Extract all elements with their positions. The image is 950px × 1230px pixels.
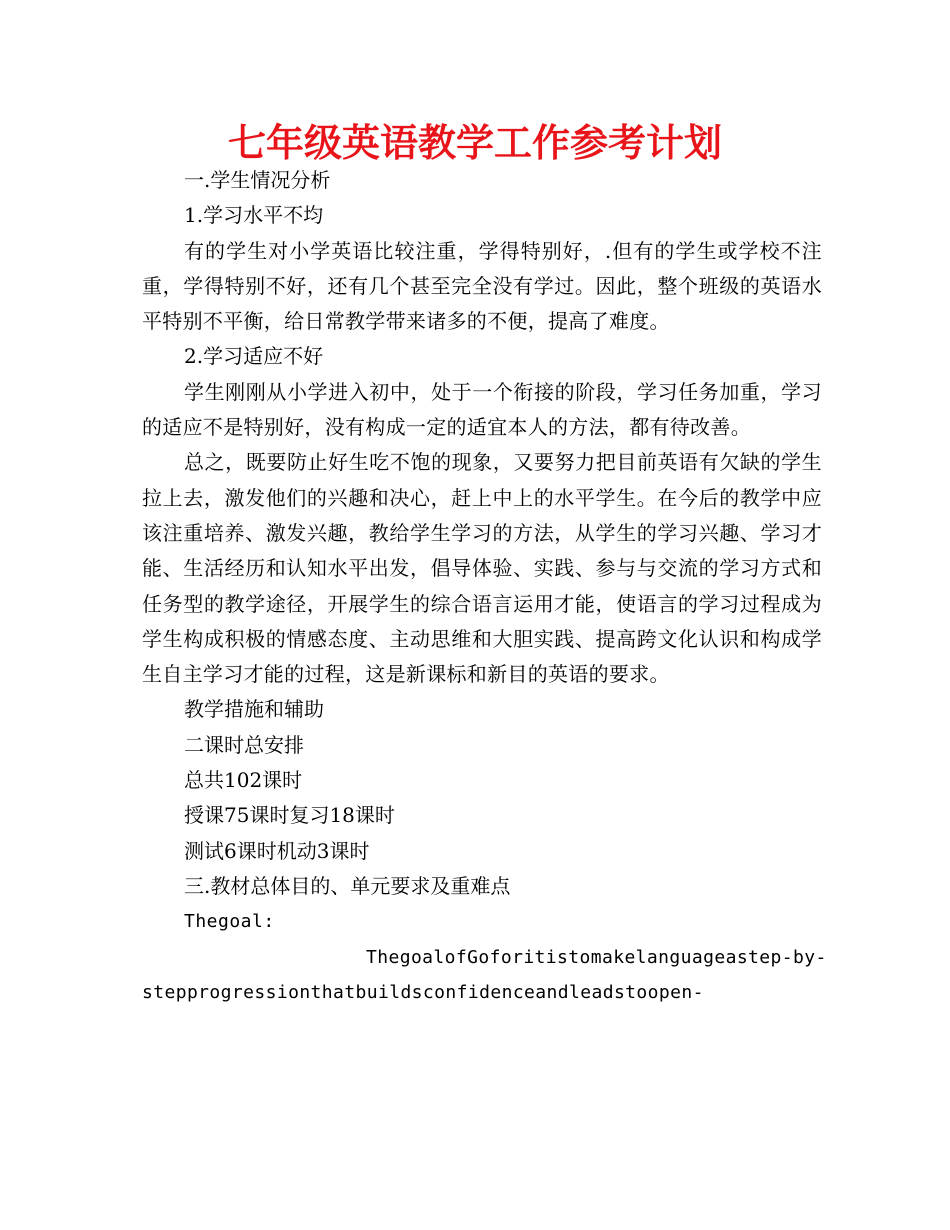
document-body <box>142 163 827 1010</box>
total-hours-line: 总共102课时 <box>184 768 303 793</box>
section-1-1-paragraph: 有的学生对小学英语比较注重，学得特别好，.但有的学生或学校不注重，学得特别不好，还有几个甚至完全没有学过。因此，整个班级的英语水平特别不平衡，给日常教学带来诸多的不便，提高了难度。 <box>142 238 822 334</box>
goal-text-line-1: ThegoalofGoforitistomakelanguageastep-by- <box>366 946 827 968</box>
section-2-heading: 二课时总安排 <box>184 732 304 757</box>
section-1-2-heading: 2.学习适应不好 <box>184 344 324 369</box>
goal-text-line-2: stepprogressionthatbuildsconfidenceandleadstoopen- <box>142 981 704 1003</box>
test-hours-line: 测试6课时机动3课时 <box>184 838 370 863</box>
section-1-heading: 一.学生情况分析 <box>184 168 331 192</box>
teaching-hours-line: 授课75课时复习18课时 <box>184 803 395 828</box>
goal-label: Thegoal: <box>184 911 275 933</box>
document-title: 七年级英语教学工作参考计划 <box>227 121 722 165</box>
summary-paragraph: 总之，既要防止好生吃不饱的现象，又要努力把目前英语有欠缺的学生拉上去，激发他们的兴趣和决心，赶上中上的水平学生。在今后的教学中应该注重培养、激发兴趣，教给学生学习的方法，从学生的学习兴趣、学习才能、生活经历和认知水平出发，倡导体验、实践、参与与交流的学习方式和任务型的教学途径，开展学生的综合语言运用才能，使语言的学习过程成为学生构成积极的情感态度、主动思维和大胆实践、提高跨文化认识和构成学生自主学习才能的过程，这是新课标和新目的英语的要求。 <box>142 450 822 687</box>
section-1-2-paragraph: 学生刚刚从小学进入初中，处于一个衔接的阶段，学习任务加重，学习的适应不是特别好，没有构成一定的适宜本人的方法，都有待改善。 <box>142 379 822 440</box>
measures-line: 教学措施和辅助 <box>184 697 324 722</box>
section-3-heading: 三.教材总体目的、单元要求及重难点 <box>184 873 511 898</box>
section-1-1-heading: 1.学习水平不均 <box>184 203 324 228</box>
